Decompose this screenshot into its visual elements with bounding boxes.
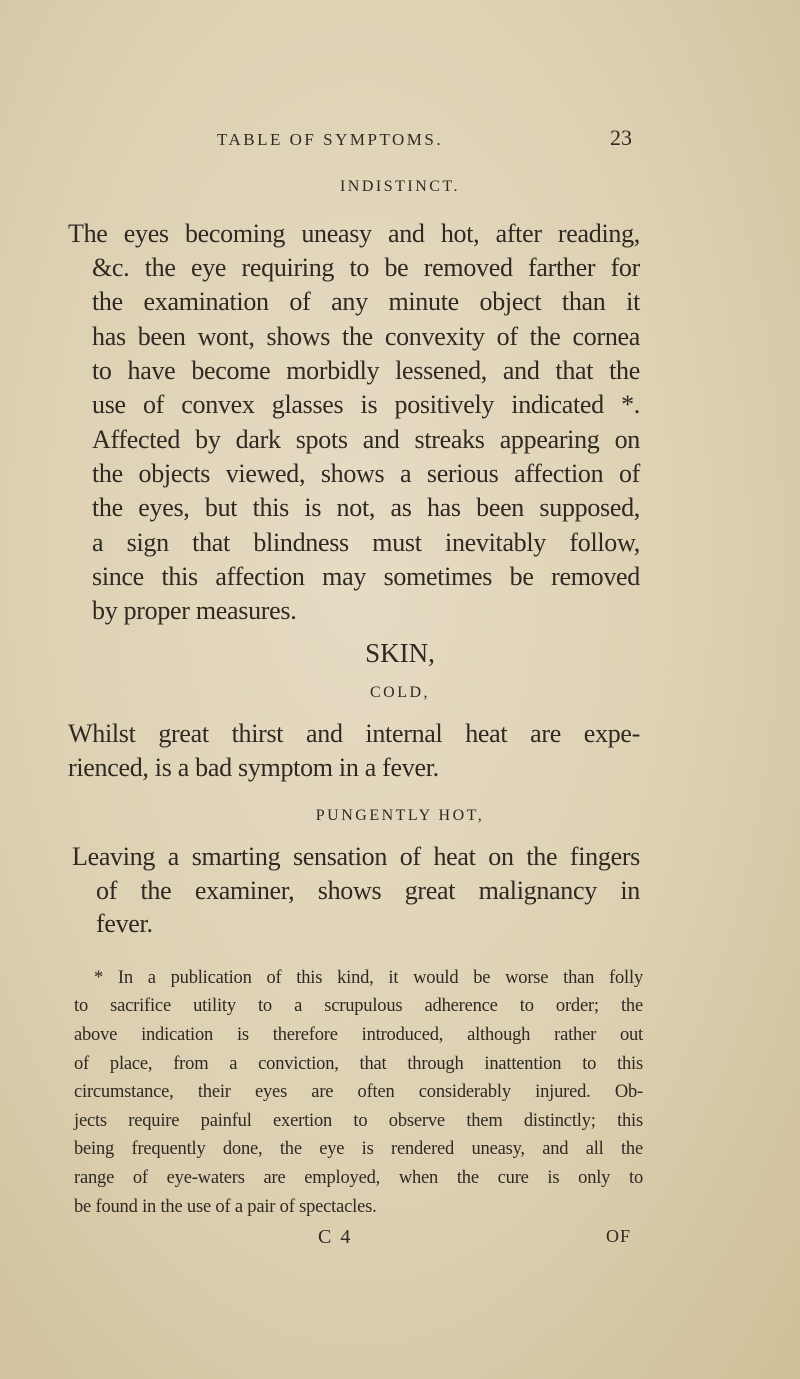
text-line: the eyes, but this is not, as has been supposed, — [92, 493, 640, 523]
page-number: 23 — [610, 125, 632, 150]
footnote-line: above indication is therefore introduced, although rather out — [74, 1024, 643, 1045]
running-title: TABLE OF SYMPTOMS. — [217, 130, 444, 149]
footnote-line: of place, from a conviction, that through inattention to this — [74, 1053, 643, 1074]
text-line: of the examiner, shows great malignancy in — [96, 875, 640, 905]
text-line: The eyes becoming uneasy and hot, after reading, — [68, 218, 640, 248]
text-line: the objects viewed, shows a serious affection of — [92, 458, 640, 488]
subheading-pungently-hot: PUNGENTLY HOT, — [315, 807, 485, 824]
text-line: to have become morbidly lessened, and that the — [92, 356, 640, 386]
section-heading-indistinct: INDISTINCT. — [339, 178, 461, 195]
footnote-line: range of eye-waters are employed, when the cure is only to — [74, 1167, 643, 1188]
text-line: Leaving a smarting sensation of heat on the fingers — [72, 842, 640, 872]
signature-mark: C 4 — [318, 1226, 353, 1248]
footnote-line: jects require painful exertion to observe them distinctly; this — [74, 1110, 643, 1131]
subheading-cold: COLD, — [369, 684, 431, 701]
section-heading-skin: SKIN, — [365, 638, 435, 668]
text-line: a sign that blindness must inevitably follow, — [92, 527, 640, 557]
footnote-line: be found in the use of a pair of spectacles. — [74, 1196, 377, 1217]
text-line: fever. — [96, 909, 153, 939]
footnote-line: to sacrifice utility to a scrupulous adherence to order; the — [74, 996, 643, 1017]
text-line: since this affection may sometimes be removed — [92, 561, 640, 591]
text-line: rienced, is a bad symptom in a fever. — [68, 753, 439, 783]
text-line: by proper measures. — [92, 596, 297, 626]
footnote-line: being frequently done, the eye is rendered uneasy, and all the — [74, 1139, 643, 1160]
text-line: Affected by dark spots and streaks appearing on — [92, 424, 640, 454]
text-line: has been wont, shows the convexity of the cornea — [92, 321, 640, 351]
footnote-line: * In a publication of this kind, it would be worse than folly — [94, 967, 643, 988]
catchword: OF — [606, 1226, 632, 1246]
text-line: &c. the eye requiring to be removed farther for — [92, 253, 640, 283]
text-line: Whilst great thirst and internal heat are expe- — [68, 718, 640, 748]
text-line: use of convex glasses is positively indicated *. — [92, 390, 640, 420]
text-line: the examination of any minute object than it — [92, 287, 640, 317]
footnote-line: circumstance, their eyes are often considerably injured. Ob- — [74, 1082, 643, 1103]
